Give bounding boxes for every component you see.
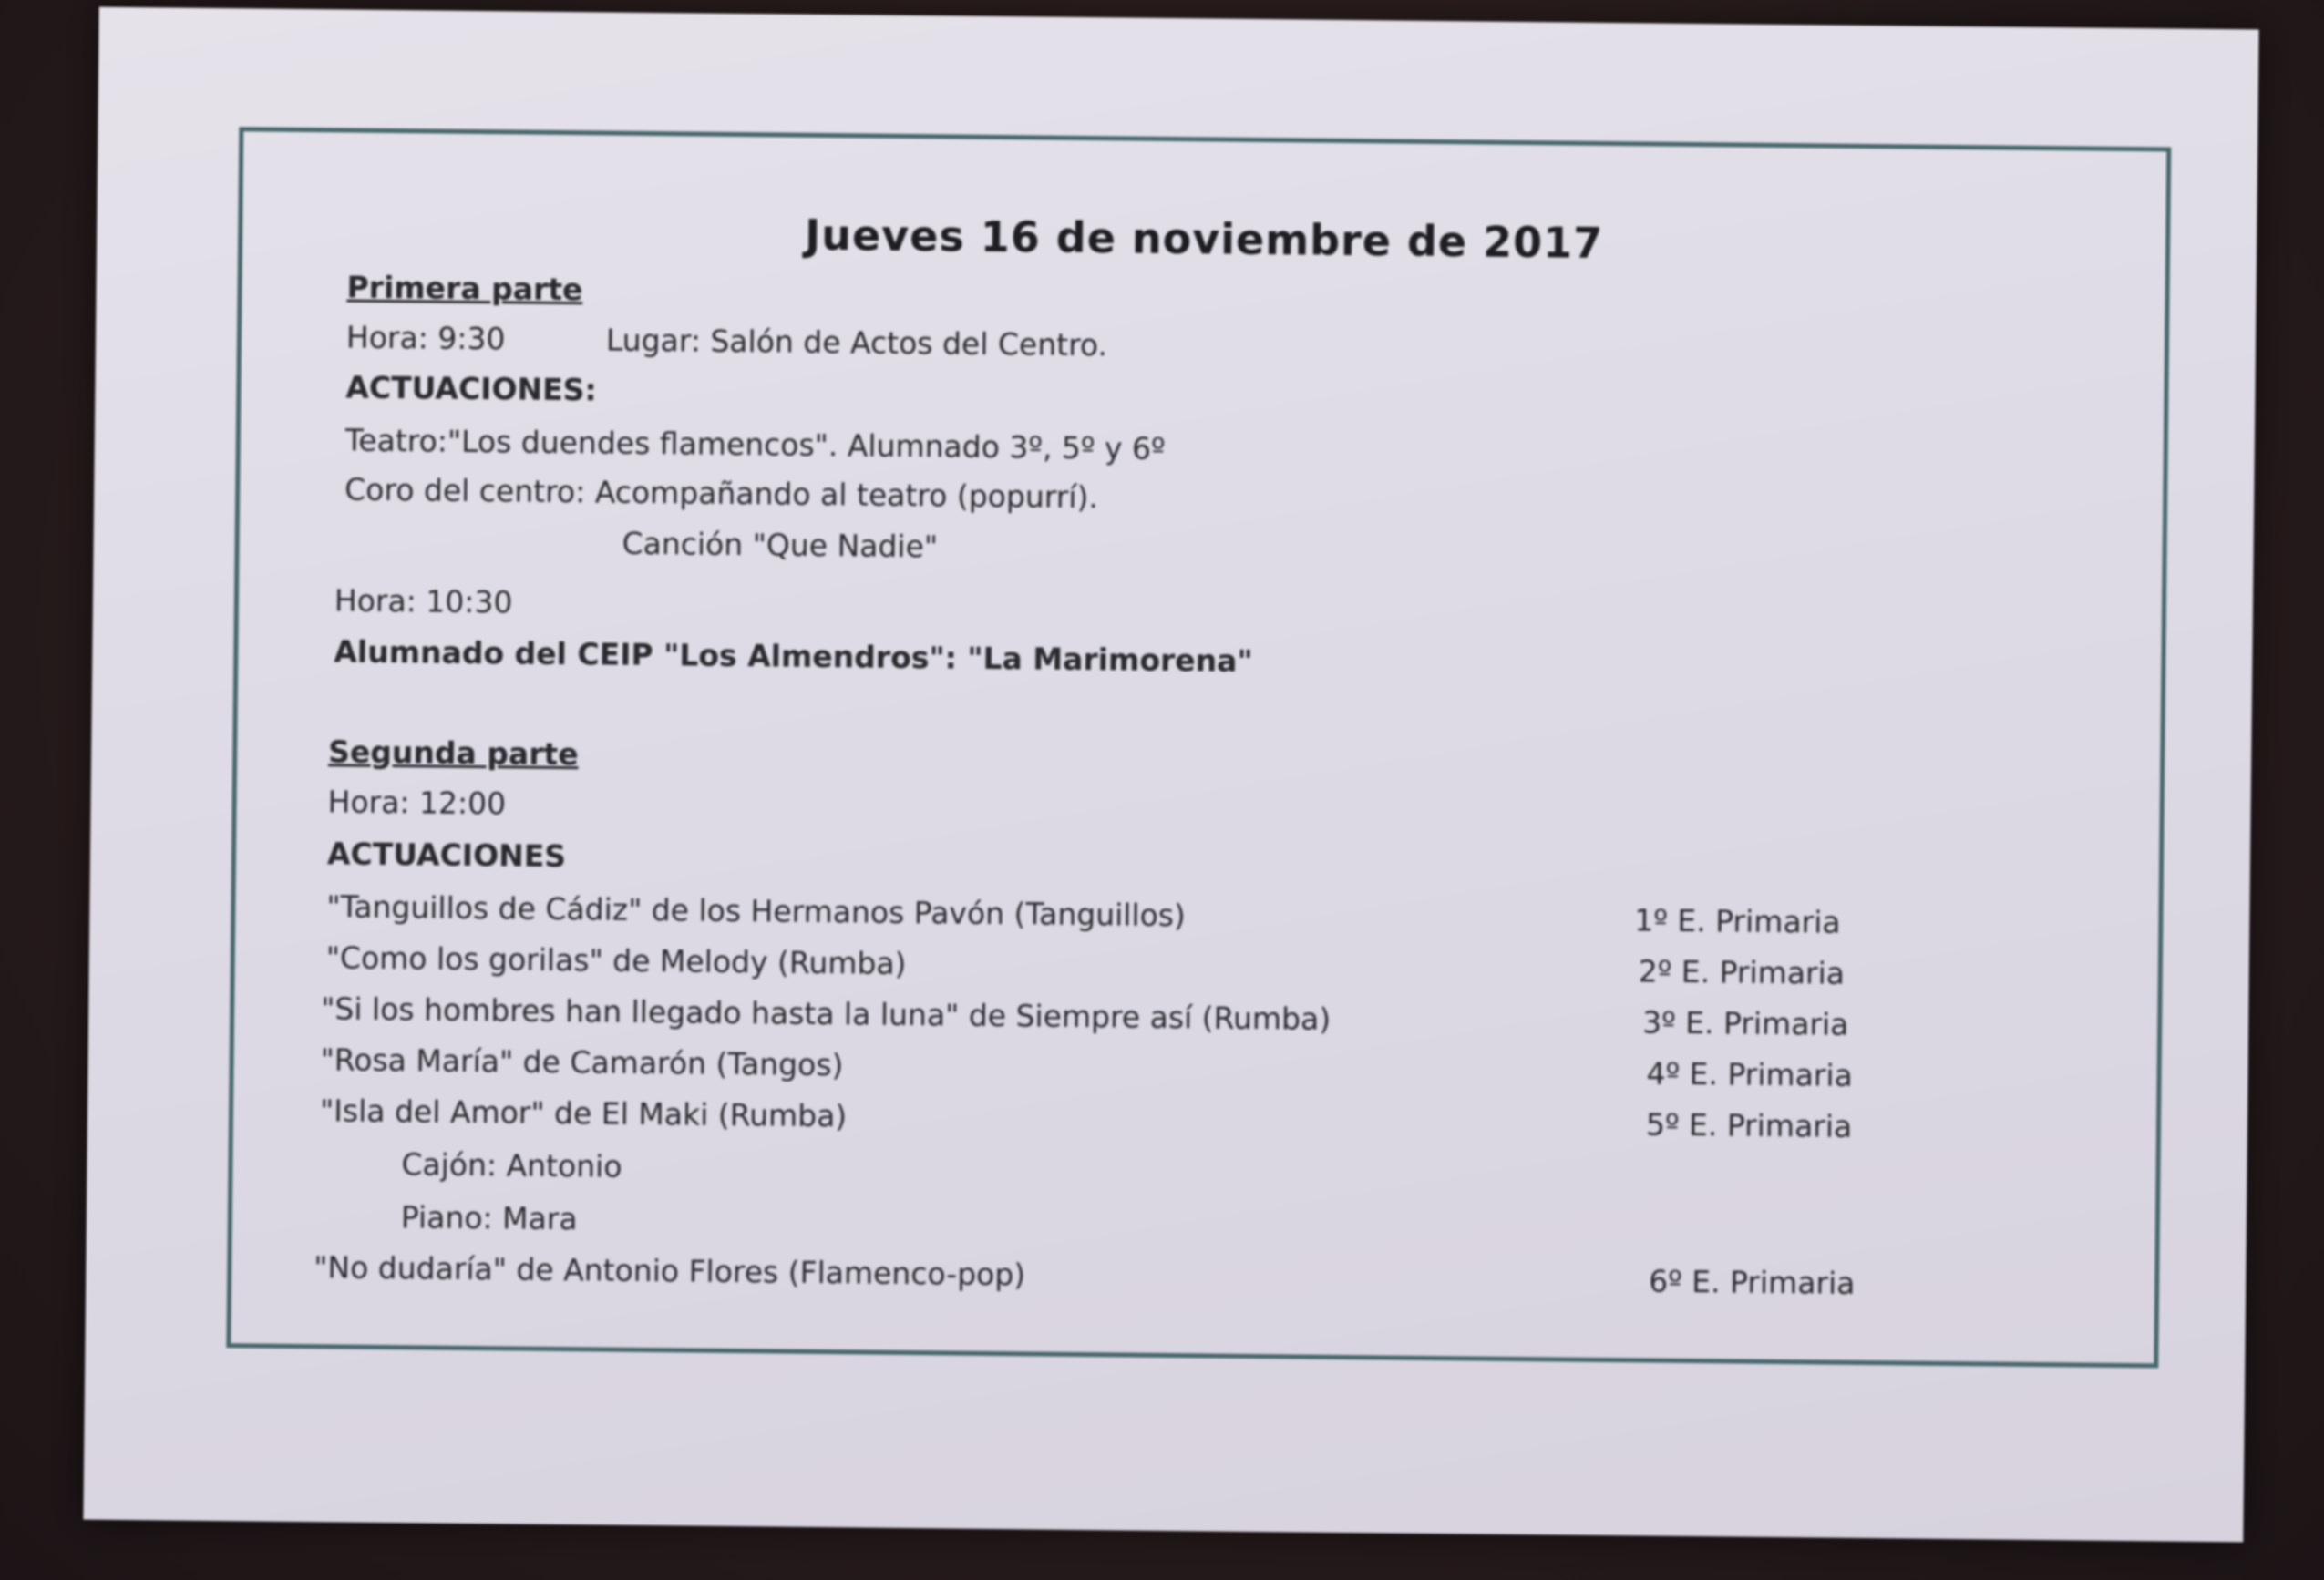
program-frame (226, 127, 2171, 1368)
performance-item: "Tanguillos de Cádiz" de los Hermanos Pavón (Tanguillos) (326, 888, 1187, 934)
guest-school-line: Alumnado del CEIP "Los Almendros": "La Marimorena" (334, 633, 1253, 679)
performance-item: "Isla del Amor" de El Maki (Rumba) (319, 1093, 848, 1134)
performance-grade: 2º E. Primaria (1638, 953, 1846, 991)
piano-player-line: Piano: Mara (400, 1199, 578, 1237)
performance-grade: 4º E. Primaria (1646, 1055, 1854, 1093)
performance-grade: 1º E. Primaria (1634, 902, 1841, 940)
theatre-line: Teatro:"Los duendes flamencos". Alumnado 3º, 5º y 6º (344, 422, 1166, 467)
song-line: Canción "Que Nadie" (622, 525, 939, 565)
performance-item: "No dudaría" de Antonio Flores (Flamenco-pop) (314, 1249, 1026, 1293)
performance-item: "Si los hombres han llegado hasta la luna" de Siempre así (Rumba) (321, 990, 1332, 1037)
second-part-performances-heading: ACTUACIONES (326, 836, 567, 875)
first-part-heading: Primera parte (346, 269, 583, 308)
paper-sheet (83, 7, 2258, 1543)
performance-grade: 6º E. Primaria (1649, 1263, 1856, 1301)
performance-grade: 3º E. Primaria (1641, 1004, 1849, 1042)
first-part-time: Hora: 9:30 (345, 319, 506, 357)
performance-grade: 5º E. Primaria (1645, 1106, 1853, 1144)
performance-item: "Como los gorilas" de Melody (Rumba) (325, 939, 907, 981)
cajon-player-line: Cajón: Antonio (401, 1146, 622, 1185)
choir-line: Coro del centro: Acompañando al teatro (popurrí). (344, 471, 1099, 516)
performance-item: "Rosa María" de Camarón (Tangos) (320, 1041, 844, 1083)
first-part-performances-heading: ACTUACIONES: (345, 369, 597, 408)
second-part-time: Hora: 12:00 (327, 784, 507, 822)
second-time-line: Hora: 10:30 (334, 582, 513, 621)
program-title: Jueves 16 de noviembre de 2017 (804, 210, 1604, 268)
second-part-heading: Segunda parte (328, 734, 579, 773)
first-part-place: Lugar: Salón de Actos del Centro. (605, 322, 1108, 364)
